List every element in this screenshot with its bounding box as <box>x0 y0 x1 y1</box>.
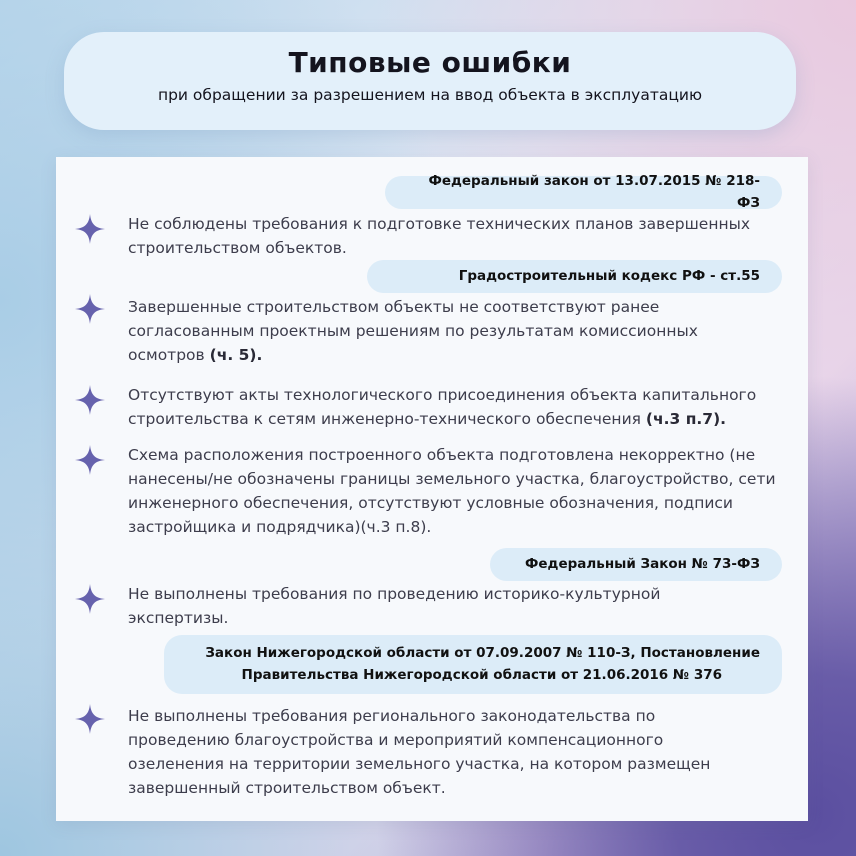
star-icon <box>74 384 106 416</box>
item-text: Не соблюдены требования к подготовке технических планов завершенных строительством объектов. <box>128 215 751 257</box>
law-tag-label: Закон Нижегородской области от 07.09.2007 № 110-З, Постановление <box>205 644 760 661</box>
law-tag-label: Федеральный закон от 13.07.2015 № 218-ФЗ <box>428 172 760 211</box>
list-item <box>128 383 793 431</box>
content-card <box>56 157 808 821</box>
star-icon <box>74 213 106 245</box>
law-tag-gradkodeks <box>367 260 782 293</box>
star-icon <box>74 703 106 735</box>
item-text: Схема расположения построенного объекта подготовлена некорректно (не нанесены/не обозначены границы земельного участка, благоустройство, сети инженерного обеспечения, отсутствуют условные обозначения, подписи застройщика и подрядчика)(ч.3 п.8). <box>128 446 776 536</box>
law-tag-label: Градостроительный кодекс РФ - ст.55 <box>458 267 760 284</box>
page-subtitle: при обращении за разрешением на ввод объекта в эксплуатацию <box>157 86 703 104</box>
law-tag-218fz <box>385 172 782 211</box>
item-text: Не выполнены требования регионального законодательства по проведению благоустройства и мероприятий компенсационного озеленения на территории земельного участка, на котором размещен завершенный строительством объект. <box>128 707 711 797</box>
star-icon <box>74 444 106 476</box>
list-item <box>128 212 828 260</box>
item-text: Завершенные строительством объекты не соответствуют ранее согласованным проектным решениям по результатам комиссионных осмотров <box>128 298 698 364</box>
list-item <box>128 582 728 630</box>
star-icon <box>74 293 106 325</box>
list-item <box>128 295 768 367</box>
law-tag-73fz <box>490 548 782 581</box>
list-item <box>128 704 748 800</box>
law-tag-label: Правительства Нижегородской области от 21.06.2016 № 376 <box>241 666 722 683</box>
page-title: Типовые ошибки <box>288 46 572 79</box>
item-text: Отсутствуют акты технологического присоединения объекта капитального строительства к сетям инженерно-технического обеспечения <box>128 386 757 428</box>
law-tag-label: Федеральный Закон № 73-ФЗ <box>525 555 760 572</box>
item-text: Не выполнены требования по проведению историко-культурной экспертизы. <box>128 585 661 627</box>
header-banner <box>64 32 796 130</box>
law-tag-regional <box>164 635 782 694</box>
list-item <box>128 443 778 539</box>
star-icon <box>74 583 106 615</box>
item-reference: (ч.3 п.7). <box>645 410 727 428</box>
item-reference: (ч. 5). <box>209 346 263 364</box>
